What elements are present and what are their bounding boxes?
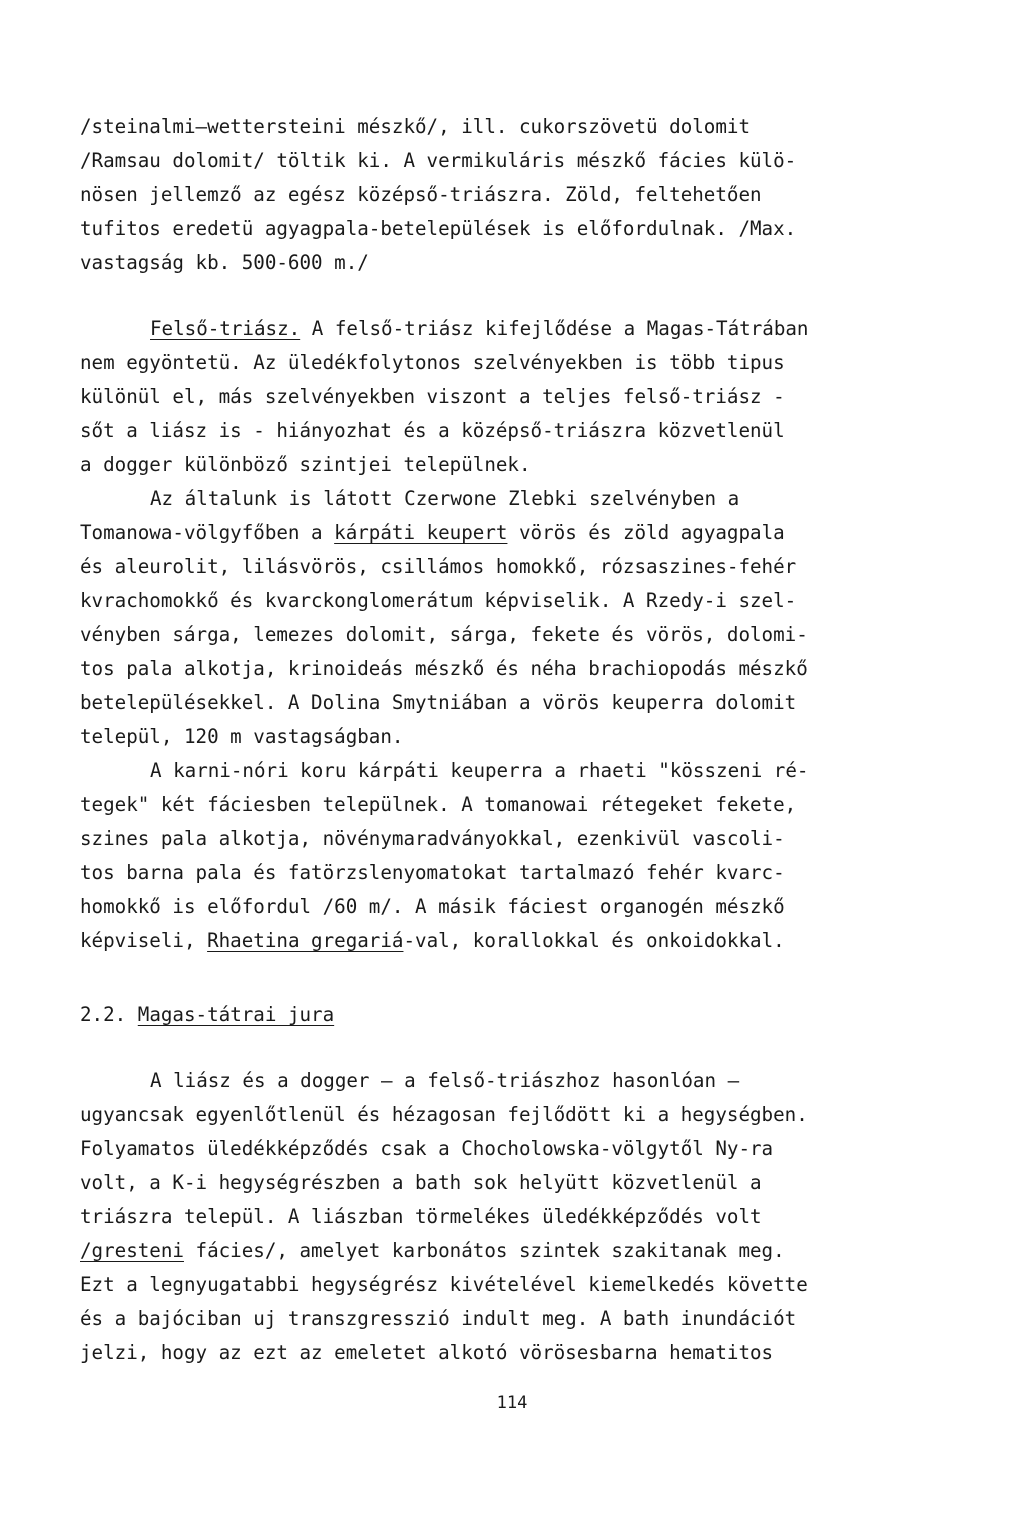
text-span: -val, korallokkal és onkoidokkal. xyxy=(403,929,785,952)
paragraph-upper-triassic xyxy=(80,312,960,482)
text-line: Az általunk is látott Czerwone Zlebki szelvényben a xyxy=(150,487,740,510)
text-line: a dogger különböző szintjei települnek. xyxy=(80,453,531,476)
section-heading xyxy=(80,998,960,1032)
text-line: szines pala alkotja, növénymaradványokkal, ezenkivül vascoli- xyxy=(80,827,785,850)
text-line: tos barna pala és fatörzslenyomatokat tartalmazó fehér kvarc- xyxy=(80,861,785,884)
text-line xyxy=(80,312,960,346)
spacer xyxy=(80,280,960,312)
paragraph-middle-triassic xyxy=(80,110,960,280)
text-line: vényben sárga, lemezes dolomit, sárga, fekete és vörös, dolomi- xyxy=(80,623,808,646)
text-span: A felső-triász kifejlődése a Magas-Tátrában xyxy=(300,317,809,340)
text-line xyxy=(80,924,960,958)
paragraph-lias-dogger xyxy=(80,1064,960,1370)
text-line: A karni-nóri koru kárpáti keuperra a rhaeti "kösszeni ré- xyxy=(150,759,809,782)
text-line: Folyamatos üledékképződés csak a Chocholowska-völgytől Ny-ra xyxy=(80,1137,774,1160)
subheading-upper-triassic: Felső-triász. xyxy=(150,317,301,340)
page-number: 114 xyxy=(496,1393,528,1413)
text-line: A liász és a dogger — a felső-triászhoz hasonlóan — xyxy=(150,1069,740,1092)
text-line: tegek" két fáciesben települnek. A tomanowai rétegeket fekete, xyxy=(80,793,797,816)
text-line: Ezt a legnyugatabbi hegységrész kivételével kiemelkedés követte xyxy=(80,1273,808,1296)
text-line: települ, 120 m vastagságban. xyxy=(80,725,404,748)
underlined-term: Rhaetina gregariá xyxy=(207,929,404,952)
text-line: és aleurolit, lilásvörös, csillámos homokkő, rózsaszines-fehér xyxy=(80,555,797,578)
spacer xyxy=(80,1032,960,1064)
text-span: fácies/, amelyet karbonátos szintek szakitanak meg. xyxy=(183,1239,785,1262)
text-line: kvrachomokkő és kvarckonglomerátum képviselik. A Rzedy-i szel- xyxy=(80,589,797,612)
text-line: tufitos eredetü agyagpala-betelepülések is előfordulnak. /Max. xyxy=(80,217,797,240)
text-line xyxy=(80,516,960,550)
underlined-term: kárpáti keupert xyxy=(334,521,508,544)
text-line: ugyancsak egyenlőtlenül és hézagosan fejlődött ki a hegységben. xyxy=(80,1103,808,1126)
section-number: 2.2. xyxy=(80,1003,127,1026)
text-line: /steinalmi—wettersteini mészkő/, ill. cukorszövetü dolomit xyxy=(80,115,751,138)
text-line: és a bajóciban uj transzgresszió indult meg. A bath inundációt xyxy=(80,1307,797,1330)
text-line: betelepülésekkel. A Dolina Smytniában a vörös keuperra dolomit xyxy=(80,691,797,714)
text-line: nösen jellemző az egész középső-triászra. Zöld, feltehetően xyxy=(80,183,762,206)
text-line: különül el, más szelvényekben viszont a teljes felső-triász - xyxy=(80,385,785,408)
text-line xyxy=(80,1234,960,1268)
section-title: Magas-tátrai jura xyxy=(137,1003,335,1026)
text-span: vörös és zöld agyagpala xyxy=(507,521,785,544)
underlined-term: /gresteni xyxy=(80,1239,184,1262)
text-line: homokkő is előfordul /60 m/. A másik fáciest organogén mészkő xyxy=(80,895,785,918)
paragraph-czerwone-zlebki xyxy=(80,482,960,754)
text-line: sőt a liász is - hiányozhat és a középső-triászra közvetlenül xyxy=(80,419,785,442)
spacer xyxy=(80,958,960,998)
text-line: vastagság kb. 500-600 m./ xyxy=(80,251,369,274)
text-line: tos pala alkotja, krinoideás mészkő és néha brachiopodás mészkő xyxy=(80,657,808,680)
text-span: képviseli, xyxy=(80,929,208,952)
text-span: Tomanowa-völgyfőben a xyxy=(80,521,335,544)
paragraph-karni-nori xyxy=(80,754,960,958)
document-page xyxy=(80,110,960,1370)
text-line: jelzi, hogy az ezt az emeletet alkotó vörösesbarna hematitos xyxy=(80,1341,774,1364)
text-line: volt, a K-i hegységrészben a bath sok helyütt közvetlenül a xyxy=(80,1171,762,1194)
text-line: nem egyöntetü. Az üledékfolytonos szelvényekben is több tipus xyxy=(80,351,785,374)
text-line: triászra települ. A liászban törmelékes üledékképződés volt xyxy=(80,1205,762,1228)
text-line: /Ramsau dolomit/ töltik ki. A vermikuláris mészkő fácies külö- xyxy=(80,149,797,172)
